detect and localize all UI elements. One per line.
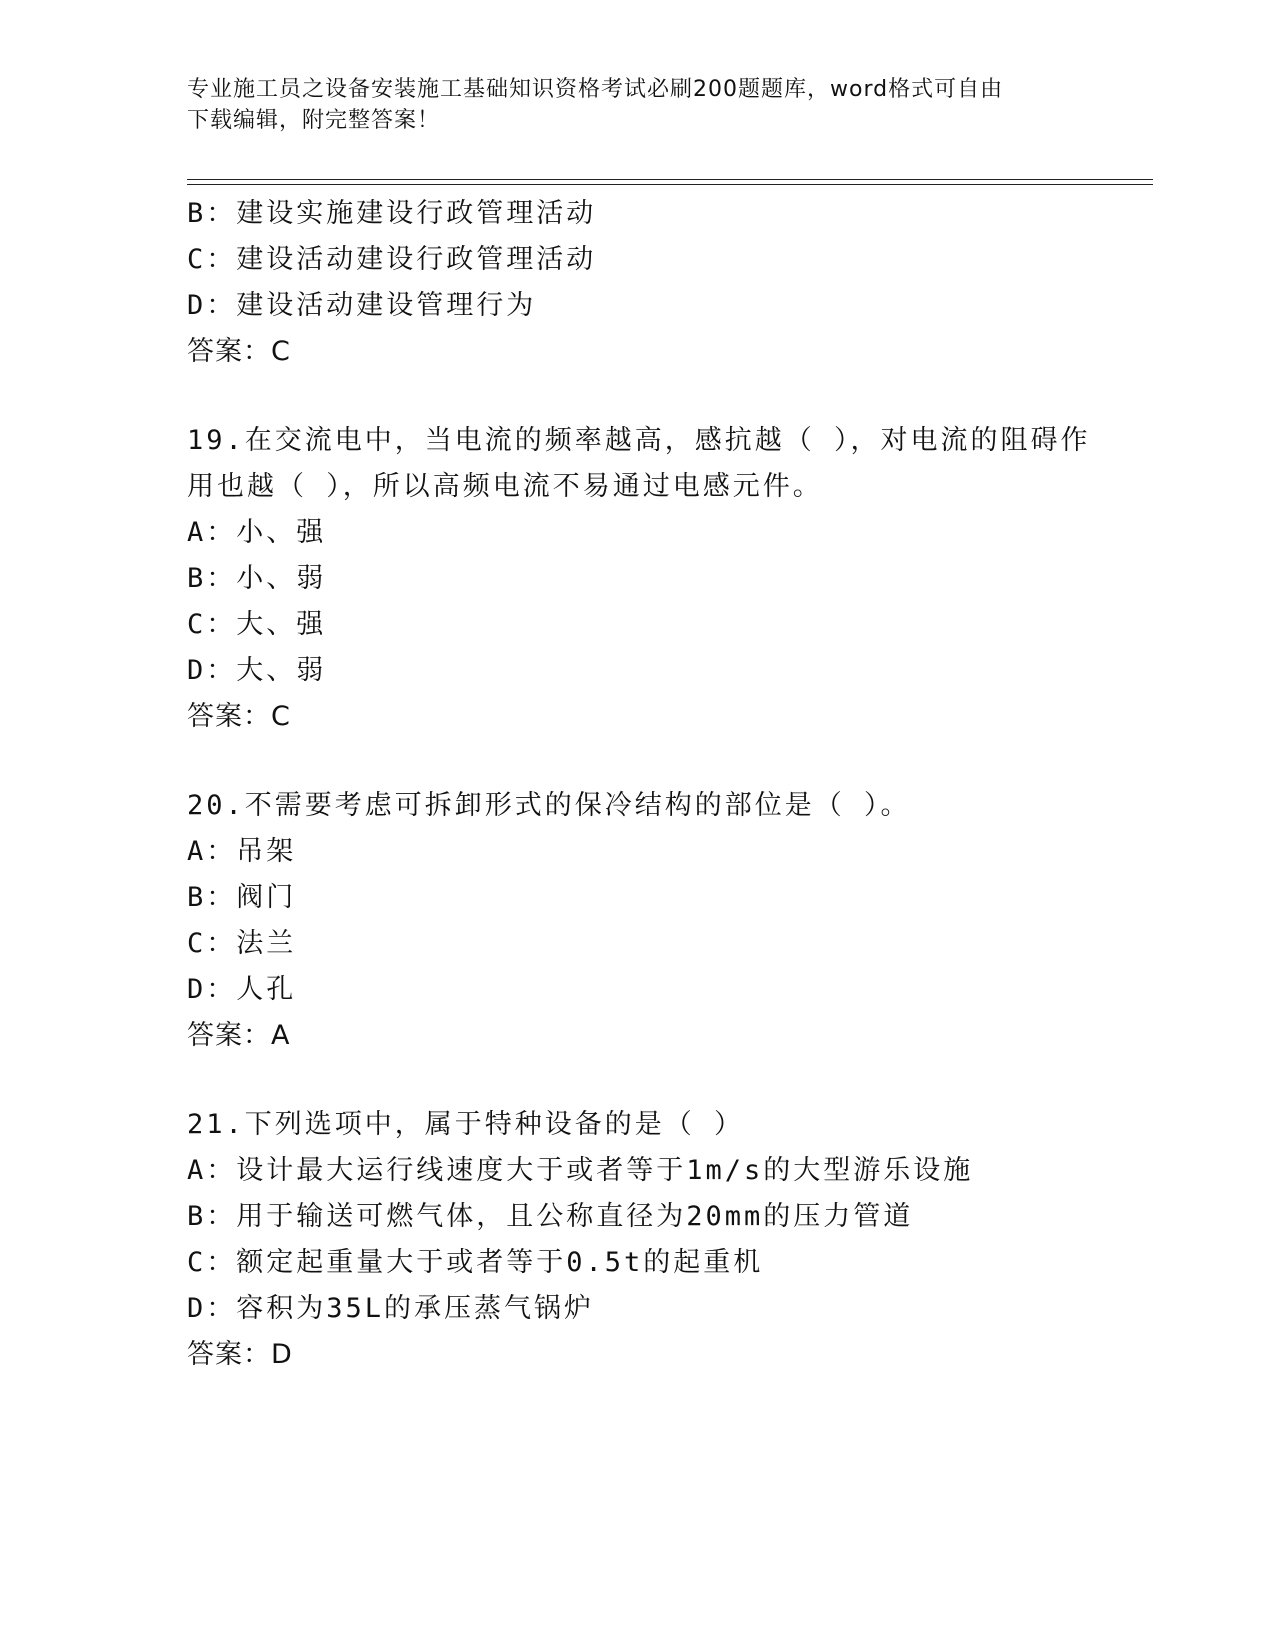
option-b: B：小、弱 <box>187 563 327 594</box>
option-d: D：大、弱 <box>187 655 327 686</box>
option-c: C：大、强 <box>187 609 327 640</box>
question-text-line: 用也越（ ），所以高频电流不易通过电感元件。 <box>187 471 823 502</box>
option-b: B：用于输送可燃气体，且公称直径为20mm的压力管道 <box>187 1201 914 1232</box>
option-a: A：小、强 <box>187 517 327 548</box>
answer-line: 答案：C <box>187 336 291 367</box>
option-a: A：设计最大运行线速度大于或者等于1m/s的大型游乐设施 <box>187 1155 974 1186</box>
header-line-2: 下载编辑，附完整答案！ <box>187 108 441 133</box>
option-d: D：人孔 <box>187 974 297 1005</box>
question-19 <box>187 418 1091 740</box>
option-b: B：阀门 <box>187 882 297 913</box>
option-b: B：建设实施建设行政管理活动 <box>187 198 597 229</box>
question-21 <box>187 1102 1087 1378</box>
question-text-line: 19.在交流电中，当电流的频率越高，感抗越（ ），对电流的阻碍作 <box>187 425 1091 456</box>
document-header <box>187 74 1067 136</box>
header-line-1: 专业施工员之设备安装施工基础知识资格考试必刷200题题库，word格式可自由 <box>187 77 1004 102</box>
option-c: C：法兰 <box>187 928 297 959</box>
question-text-line: 20.不需要考虑可拆卸形式的保冷结构的部位是（ ）。 <box>187 790 911 821</box>
question-text-line: 21.下列选项中，属于特种设备的是（ ） <box>187 1109 745 1140</box>
option-c: C：额定起重量大于或者等于0.5t的起重机 <box>187 1247 764 1278</box>
question-content <box>187 191 1091 1378</box>
answer-line: 答案：A <box>187 1020 291 1051</box>
header-divider-bottom <box>187 184 1153 185</box>
answer-line: 答案：D <box>187 1339 293 1370</box>
answer-line: 答案：C <box>187 701 291 732</box>
option-d: D：容积为35L的承压蒸气锅炉 <box>187 1293 595 1324</box>
option-a: A：吊架 <box>187 836 297 867</box>
partial-question <box>187 191 1087 375</box>
option-d: D：建设活动建设管理行为 <box>187 290 537 321</box>
question-20 <box>187 783 1087 1059</box>
header-divider-top <box>187 179 1153 180</box>
option-c: C：建设活动建设行政管理活动 <box>187 244 597 275</box>
